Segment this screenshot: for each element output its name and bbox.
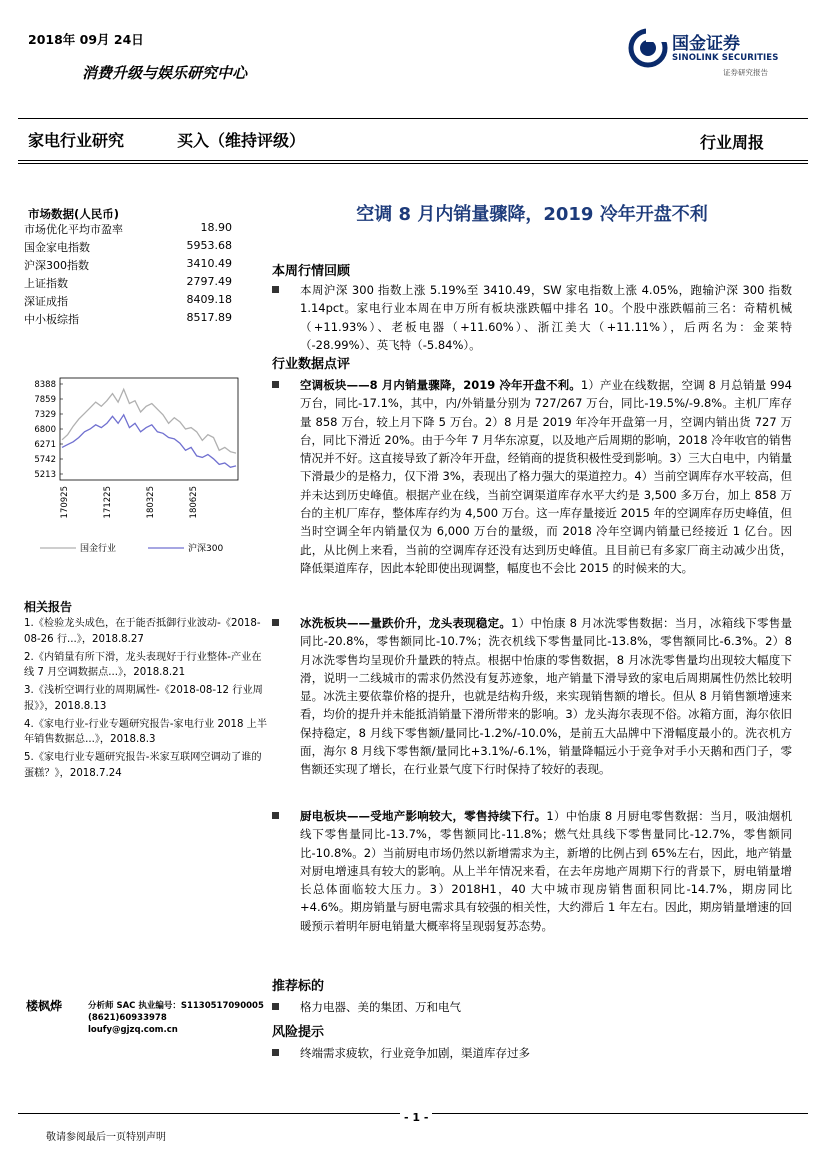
series-line-hs300 <box>62 415 236 468</box>
bullet-icon <box>272 381 279 388</box>
report-title: 空调 8 月内销量骤降，2019 冷年开盘不利 <box>356 204 708 225</box>
risk-list <box>272 1044 792 1062</box>
market-value: 2797.49 <box>186 275 232 289</box>
market-data-title: 市场数据(人民币) <box>28 207 120 221</box>
market-row <box>22 220 240 238</box>
paragraph-kitchen <box>272 807 792 935</box>
related-report-link[interactable]: 1.《检验龙头成色，在于能否抵御行业波动-《2018-08-26 行...》，2018.8.27 <box>24 618 261 645</box>
related-report-link[interactable]: 5.《家电行业专题研究报告-米家互联网空调动了谁的蛋糕？》，2018.7.24 <box>24 752 262 779</box>
market-label: 沪深300指数 <box>24 259 89 273</box>
market-row <box>22 256 240 274</box>
index-line-chart <box>20 368 240 568</box>
logo-mark-icon <box>628 28 668 68</box>
market-value: 18.90 <box>200 221 232 234</box>
market-label: 上证指数 <box>24 277 68 291</box>
report-date: 2018年 09月 24日 <box>28 32 144 47</box>
logo-subtitle: 证券研究报告 <box>723 68 768 77</box>
market-label: 深证成指 <box>24 295 68 309</box>
bullet-icon <box>272 1003 279 1010</box>
x-tick-label: 180325 <box>146 486 156 519</box>
series-line-industry <box>62 389 236 453</box>
y-tick-label: 6800 <box>34 425 56 435</box>
market-row <box>22 238 240 256</box>
bullet-icon <box>272 812 279 819</box>
y-tick-label: 7329 <box>34 410 56 420</box>
recommend-list <box>272 998 792 1016</box>
market-row <box>22 310 240 328</box>
market-row <box>22 274 240 292</box>
market-value: 5953.68 <box>186 239 232 253</box>
related-reports-list <box>24 616 269 784</box>
section-title-risk: 风险提示 <box>272 1025 325 1040</box>
analyst-name: 楼枫烨 <box>26 999 63 1013</box>
market-value: 3410.49 <box>186 257 232 271</box>
paragraph-body: 1）产业在线数据，空调 8 月总销量 994 万台，同比-17.1%，其中，内/外销量分别为 727/267 万台，同比-19.5%/-9.8%。主机厂库存量 858 万台，较上月下降 5 万台。2）8 月是 2019 年冷年开盘第一月，空调内销出货 727 万台，同比下滑近 20%。由于今年 7 月华东凉夏，以及地产后周期的影响，2018 冷年收官的销售情况并不好。这直接导致了新冷年开盘，经销商的提货积极性受到影响。3）三大白电中，内销量下滑最少的是格力，仅下滑 3%，表现出了格力强大的渠道控力。4）当前空调库存水平较高，但并未达到历史峰值。根据产业在线，当前空调渠道库存水平大约是 3,500 多万台，加上 858 万台的主机厂库存，整体库存约为 4,500 万台。这一库存量接近 2015 年的空调库存历史峰值，但当时空调全年内销量仅为 6,000 万台的量级，而 2018 冷年空调内销量已经接近 1 亿台。因此，从比例上来看，当前的空调库存还没有达到历史峰值。且目前已有多家厂商主动减少出货，降低渠道库存，因此本轮即使出现调整，幅度也不会比 2015 的时候来的大。 <box>300 378 792 575</box>
x-tick-label: 171225 <box>103 486 113 519</box>
analyst-email[interactable]: loufy@gjzq.com.cn <box>88 1025 178 1035</box>
section-title-recommend: 推荐标的 <box>272 979 325 994</box>
market-value: 8409.18 <box>186 293 232 307</box>
paragraph-lead: 冰洗板块——量跌价升，龙头表现稳定。 <box>300 616 512 630</box>
analyst-certificate: 分析师 SAC 执业编号：S1130517090005 <box>88 1001 264 1011</box>
header-divider-double-2 <box>18 163 808 164</box>
paragraph-ac <box>272 376 792 577</box>
plot-frame <box>60 378 238 480</box>
research-center-name: 消费升级与娱乐研究中心 <box>82 64 248 82</box>
related-report-link[interactable]: 3.《浅析空调行业的周期属性-《2018-08-12 行业周报》》，2018.8.13 <box>24 685 263 712</box>
paragraph-lead: 厨电板块——受地产影响较大，零售持续下行。 <box>300 809 547 823</box>
header-divider <box>18 118 808 119</box>
paragraph-body: 1）中怡康 8 月冰洗零售数据：当月，冰箱线下零售量同比-20.8%，零售额同比-10.7%；洗衣机线下零售量同比-13.8%，零售额同比-6.3%。2）8 月冰洗零售均呈现价升量跌的特点。根据中怡康的零售数据，8 月冰洗零售量均出现较大幅度下滑，说明一二线城市的需求仍然没有复苏迹象，地产销量下滑导致的家电后周期属性仍然比较明显。冰洗主要依靠价格的提升，也就是结构升级，来实现销售额的增长。但从 8 月销售额增速来看，均价的提升并未能抵消销量下滑所带来的影响。3）龙头海尔表现不俗。冰箱方面，海尔依旧保持稳定，8 月线下零售额/量同比-1.2%/-10.0%，是前五大品牌中下滑幅度最小的。洗衣机方面，海尔 8 月线下零售额/量同比+3.1%/-6.1%，销量降幅远小于竞争对手小天鹅和西门子，零售额还实现了增长，在行业景气度下行时保持了较好的表现。 <box>300 616 792 777</box>
paragraph-text <box>300 807 792 935</box>
analyst-phone: (8621)60933978 <box>88 1013 167 1023</box>
paragraph-text <box>300 376 792 577</box>
y-tick-label: 6271 <box>34 440 56 450</box>
disclaimer-text: 敬请参阅最后一页特别声明 <box>46 1132 166 1143</box>
paragraph-text <box>300 614 792 779</box>
logo-name: 国金证券 <box>672 34 740 54</box>
paragraph-body: 1）中怡康 8 月厨电零售数据：当月，吸油烟机线下零售量同比-13.7%，零售额同比-11.8%；燃气灶具线下零售量同比-12.7%，零售额同比-10.8%。2）当前厨电市场仍然以新增需求为主，新增的比例占到 65%左右，因此，地产销量对厨电增速具有较大的影响。从上半年情况来看，在去年房地产周期下行的背景下，厨电销量增长总体面临较大压力。3）2018H1，40 大中城市现房销售面积同比-14.7%，期房同比+4.6%。期房销量与厨电需求具有较强的相关性，大约滞后 1 年左右。因此，期房销量增速的回暖预示着明年厨电销量大概率将呈现弱复苏态势。 <box>300 809 792 933</box>
market-label: 国金家电指数 <box>24 241 90 255</box>
bullet-icon <box>272 1049 279 1056</box>
paragraph-weekly-review <box>272 281 792 354</box>
legend-label: 沪深300 <box>188 544 224 554</box>
paragraph-fridge-washer <box>272 614 792 779</box>
y-tick-label: 7859 <box>34 395 56 405</box>
chart-svg <box>20 368 240 568</box>
page-number: - 1 - <box>400 1111 432 1124</box>
market-row <box>22 292 240 310</box>
y-tick-label: 8388 <box>34 380 56 390</box>
bullet-icon <box>272 286 279 293</box>
x-tick-label: 180625 <box>189 486 199 519</box>
header-divider-double-1 <box>18 160 808 161</box>
legend-label: 国金行业 <box>80 544 117 554</box>
logo-english-name: SINOLINK SECURITIES <box>672 53 779 63</box>
market-label: 中小板综指 <box>24 313 79 327</box>
rating-label: 买入（维持评级） <box>177 131 306 150</box>
company-logo <box>628 28 798 80</box>
recommend-text: 格力电器、美的集团、万和电气 <box>300 1000 461 1014</box>
related-report-link[interactable]: 4.《家电行业-行业专题研究报告-家电行业 2018 上半年销售数据总...》，2018.8.3 <box>24 718 268 745</box>
section-title-industry-data: 行业数据点评 <box>272 357 351 372</box>
y-tick-label: 5213 <box>34 470 56 480</box>
bullet-icon <box>272 619 279 626</box>
market-data-table <box>22 220 240 329</box>
industry-label: 家电行业研究 <box>28 131 125 150</box>
report-type-label: 行业周报 <box>700 133 765 152</box>
related-report-link[interactable]: 2.《内销量有所下滑，龙头表现好于行业整体-产业在线 7 月空调数据点...》，2018.8.21 <box>24 651 262 678</box>
market-value: 8517.89 <box>186 311 232 325</box>
paragraph-lead: 空调板块——8 月内销量骤降，2019 冷年开盘不利。 <box>300 378 581 392</box>
section-title-weekly-review: 本周行情回顾 <box>272 264 351 279</box>
risk-text: 终端需求疲软，行业竞争加剧，渠道库存过多 <box>300 1046 530 1060</box>
y-tick-label: 5742 <box>34 455 56 465</box>
x-tick-label: 170925 <box>60 486 70 519</box>
market-label: 市场优化平均市盈率 <box>24 223 123 236</box>
paragraph-text: 本周沪深 300 指数上涨 5.19%至 3410.49，SW 家电指数上涨 4.05%，跑输沪深 300 指数 1.14pct。家电行业本周在申万所有板块涨跌幅中排名 10。个股中涨跌幅前三名：奇精机械（+11.93%）、老板电器（+11.60%）、浙江美大（+11.11%），后两名为：金莱特（-28.99%）、英飞特（-5.84%）。 <box>300 283 792 352</box>
related-reports-title: 相关报告 <box>24 600 73 614</box>
